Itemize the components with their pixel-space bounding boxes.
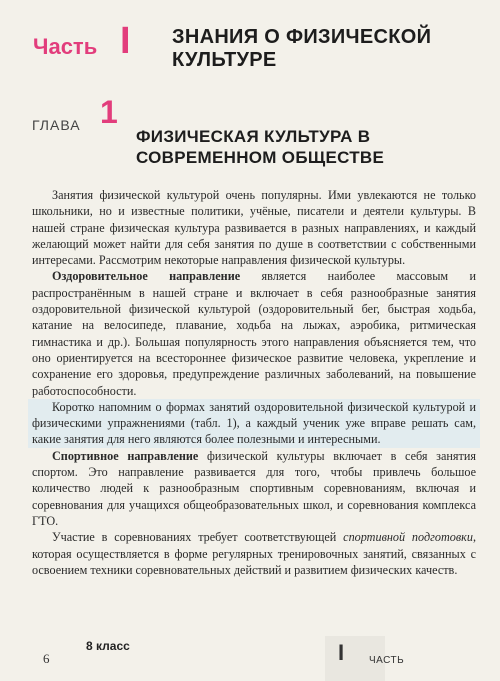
term-sport-training: спортивной подготовки: [343, 530, 473, 545]
term-sport-direction: Спортивное направление: [52, 448, 199, 463]
paragraph-health-direction: [32, 268, 476, 398]
footer-part-label: ЧАСТЬ: [369, 655, 405, 666]
paragraph-competitions-b: , которая осуществляется в форме регулярных тренировочных занятий, связанных с освоением техники соревновательных действий и развитием физических качеств.: [32, 530, 476, 577]
page-number: 6: [43, 651, 50, 666]
term-health-direction: Оздоровительное направление: [52, 269, 241, 284]
paragraph-competitions: [32, 529, 476, 578]
paragraph-health-direction-text: является наиболее массовым и распространённым в нашей стране и включает в себя разнообразные занятия оздоровительной физической культурой (оздоровительный бег, быстрая ходьба, катание на велосипеде, плавание, ходьба на лыжах, аэробика, ритмическая гимнастика и др.). Большая популярность этого направления объясняется тем, что оно ориентируется на всестороннее физическое развитие человека, укрепление и сохранение его здоровья, предупреждение различных заболеваний, на повышение работоспособности.: [32, 269, 477, 398]
paragraph-competitions-a: Участие в соревнованиях требует соответствующей: [52, 530, 344, 545]
chapter-number: 1: [100, 94, 118, 130]
paragraph-sport-direction-text: физической культуры включает в себя занятия спортом. Это направление развивается для того, чтобы привлечь большое количество людей к разнообразным спортивным соревнованиям, включая и соревнования для учащихся общеобразовательных школ, и соревнования комплекса ГТО.: [32, 448, 476, 528]
body-text: [32, 187, 476, 578]
part-title: ЗНАНИЯ О ФИЗИЧЕСКОЙ КУЛЬТУРЕ: [172, 26, 432, 71]
grade-label: 8 класс: [86, 639, 130, 653]
chapter-label: ГЛАВА: [32, 117, 81, 133]
footer-part-numeral: I: [338, 640, 345, 665]
chapter-title: ФИЗИЧЕСКАЯ КУЛЬТУРА В СОВРЕМЕННОМ ОБЩЕСТВЕ: [136, 127, 385, 167]
paragraph-forms-highlight: Коротко напомним о формах занятий оздоровительной физической культурой и физическими упражнениями (табл. 1), а каждый ученик уже вправе решать сам, какие занятия для него являются более полезными и интересными.: [28, 399, 480, 448]
part-numeral: I: [120, 20, 131, 62]
part-label: Часть: [33, 34, 98, 59]
paragraph-intro: Занятия физической культурой очень популярны. Ими увлекаются не только школьники, но и известные политики, учёные, писатели и деятели культуры. В нашей стране физическая культура развивается в разных направлениях, и каждый желающий может найти для себя занятия по душе в соответствии с собственными интересами. Рассмотрим некоторые направления физической культуры.: [32, 188, 476, 268]
paragraph-sport-direction: [32, 448, 476, 529]
